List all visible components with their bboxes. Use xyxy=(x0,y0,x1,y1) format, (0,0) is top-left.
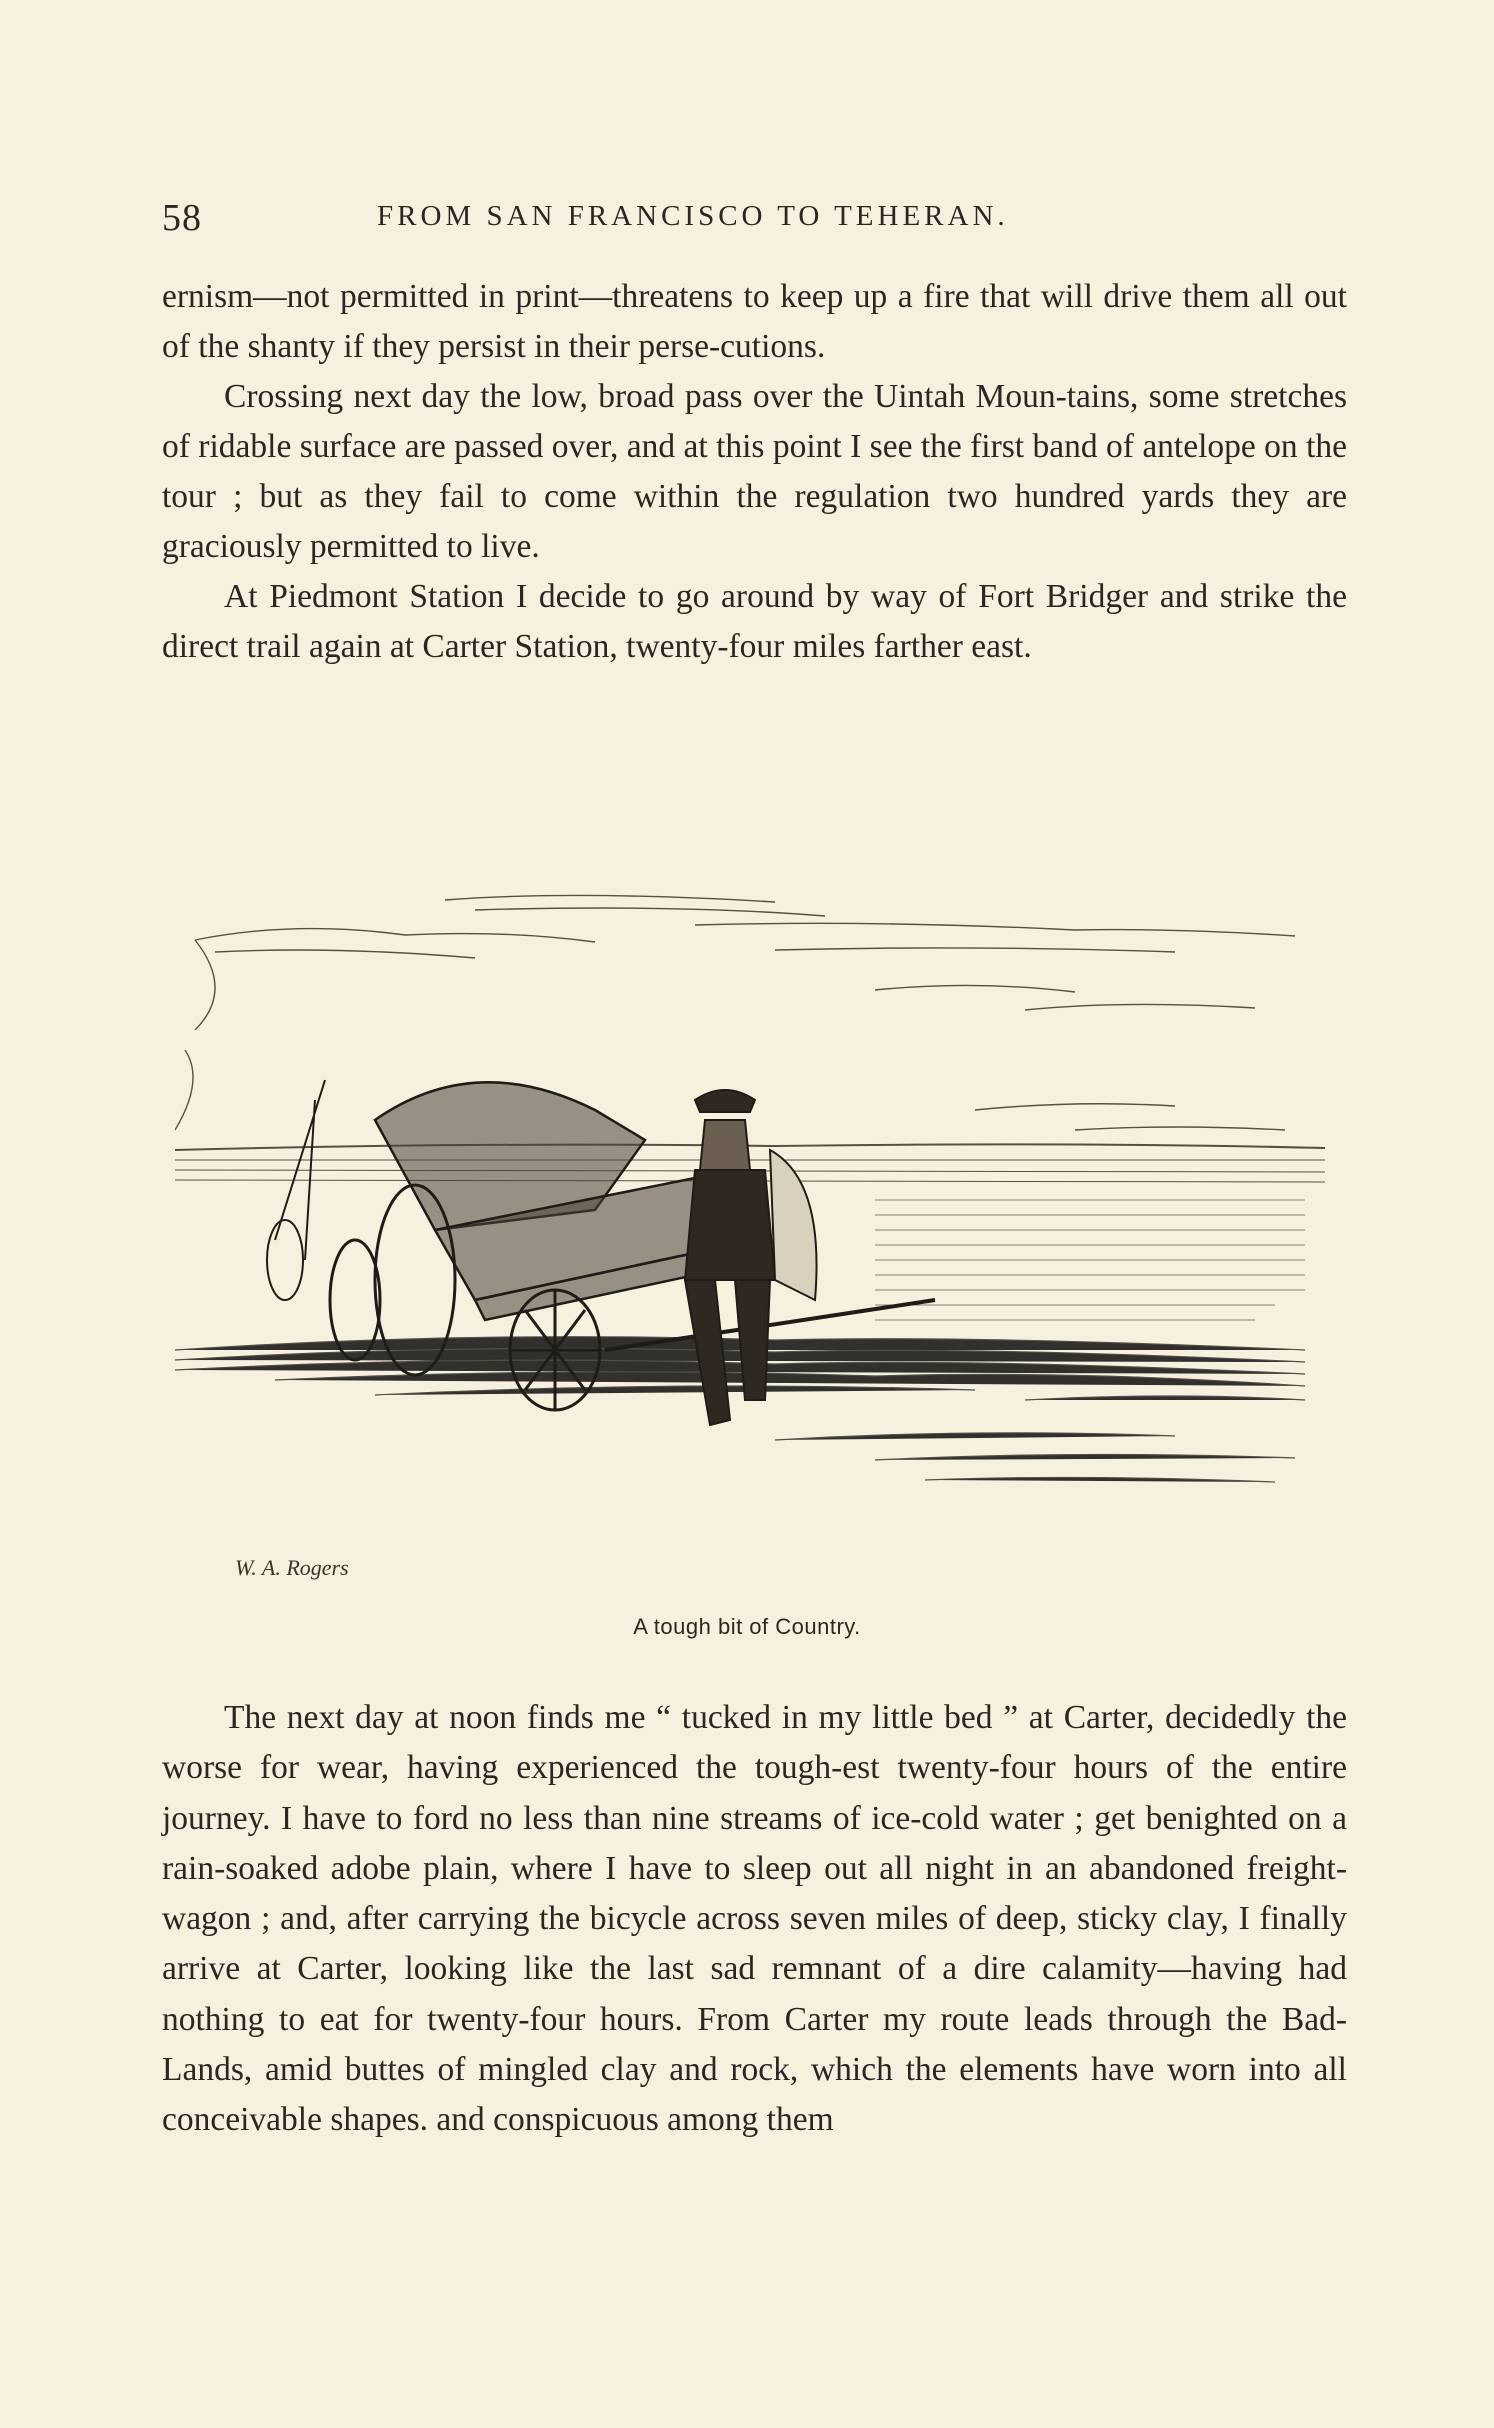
engraving-illustration xyxy=(175,880,1335,1620)
paragraph: Crossing next day the low, broad pass over the Uintah Moun-tains, some stretches of ridable surface are passed over, and at this point I see the first band of antelope on the tour ; but as they fail to come within the regulation two hundred yards they are graciously permitted to live. xyxy=(162,378,1347,565)
page-header xyxy=(162,196,1352,246)
illustration-caption: A tough bit of Country. xyxy=(633,1614,861,1639)
paragraph: At Piedmont Station I decide to go around by way of Fort Bridger and strike the direct trail again at Carter Station, twenty-four miles farther east. xyxy=(162,578,1347,665)
paragraph: The next day at noon finds me “ tucked in my little bed ” at Carter, decidedly the worse for wear, having experienced the tough-est twenty-four hours of the entire journey. I have to ford no less than nine streams of ice-cold water ; get benighted on a rain-soaked adobe plain, where I have to sleep out all night in an abandoned freight-wagon ; and, after carrying the bicycle across seven miles of deep, sticky clay, I finally arrive at Carter, looking like the last sad remnant of a dire calamity—having had nothing to eat for twenty-four hours. From Carter my route leads through the Bad-Lands, amid buttes of mingled clay and rock, which the elements have worn into all conceivable shapes. and conspicuous among them xyxy=(162,1699,1347,2139)
running-head: FROM SAN FRANCISCO TO TEHERAN. xyxy=(377,200,1009,232)
body-text-top xyxy=(162,272,1347,672)
illustration-signature: W. A. Rogers xyxy=(235,1555,349,1580)
page-number: 58 xyxy=(162,197,202,239)
wagon-and-traveler-engraving xyxy=(175,880,1335,1620)
body-text-bottom xyxy=(162,1693,1347,2146)
paragraph: ernism—not permitted in print—threatens to keep up a fire that will drive them all out of the shanty if they persist in their perse-cutions. xyxy=(162,278,1347,365)
